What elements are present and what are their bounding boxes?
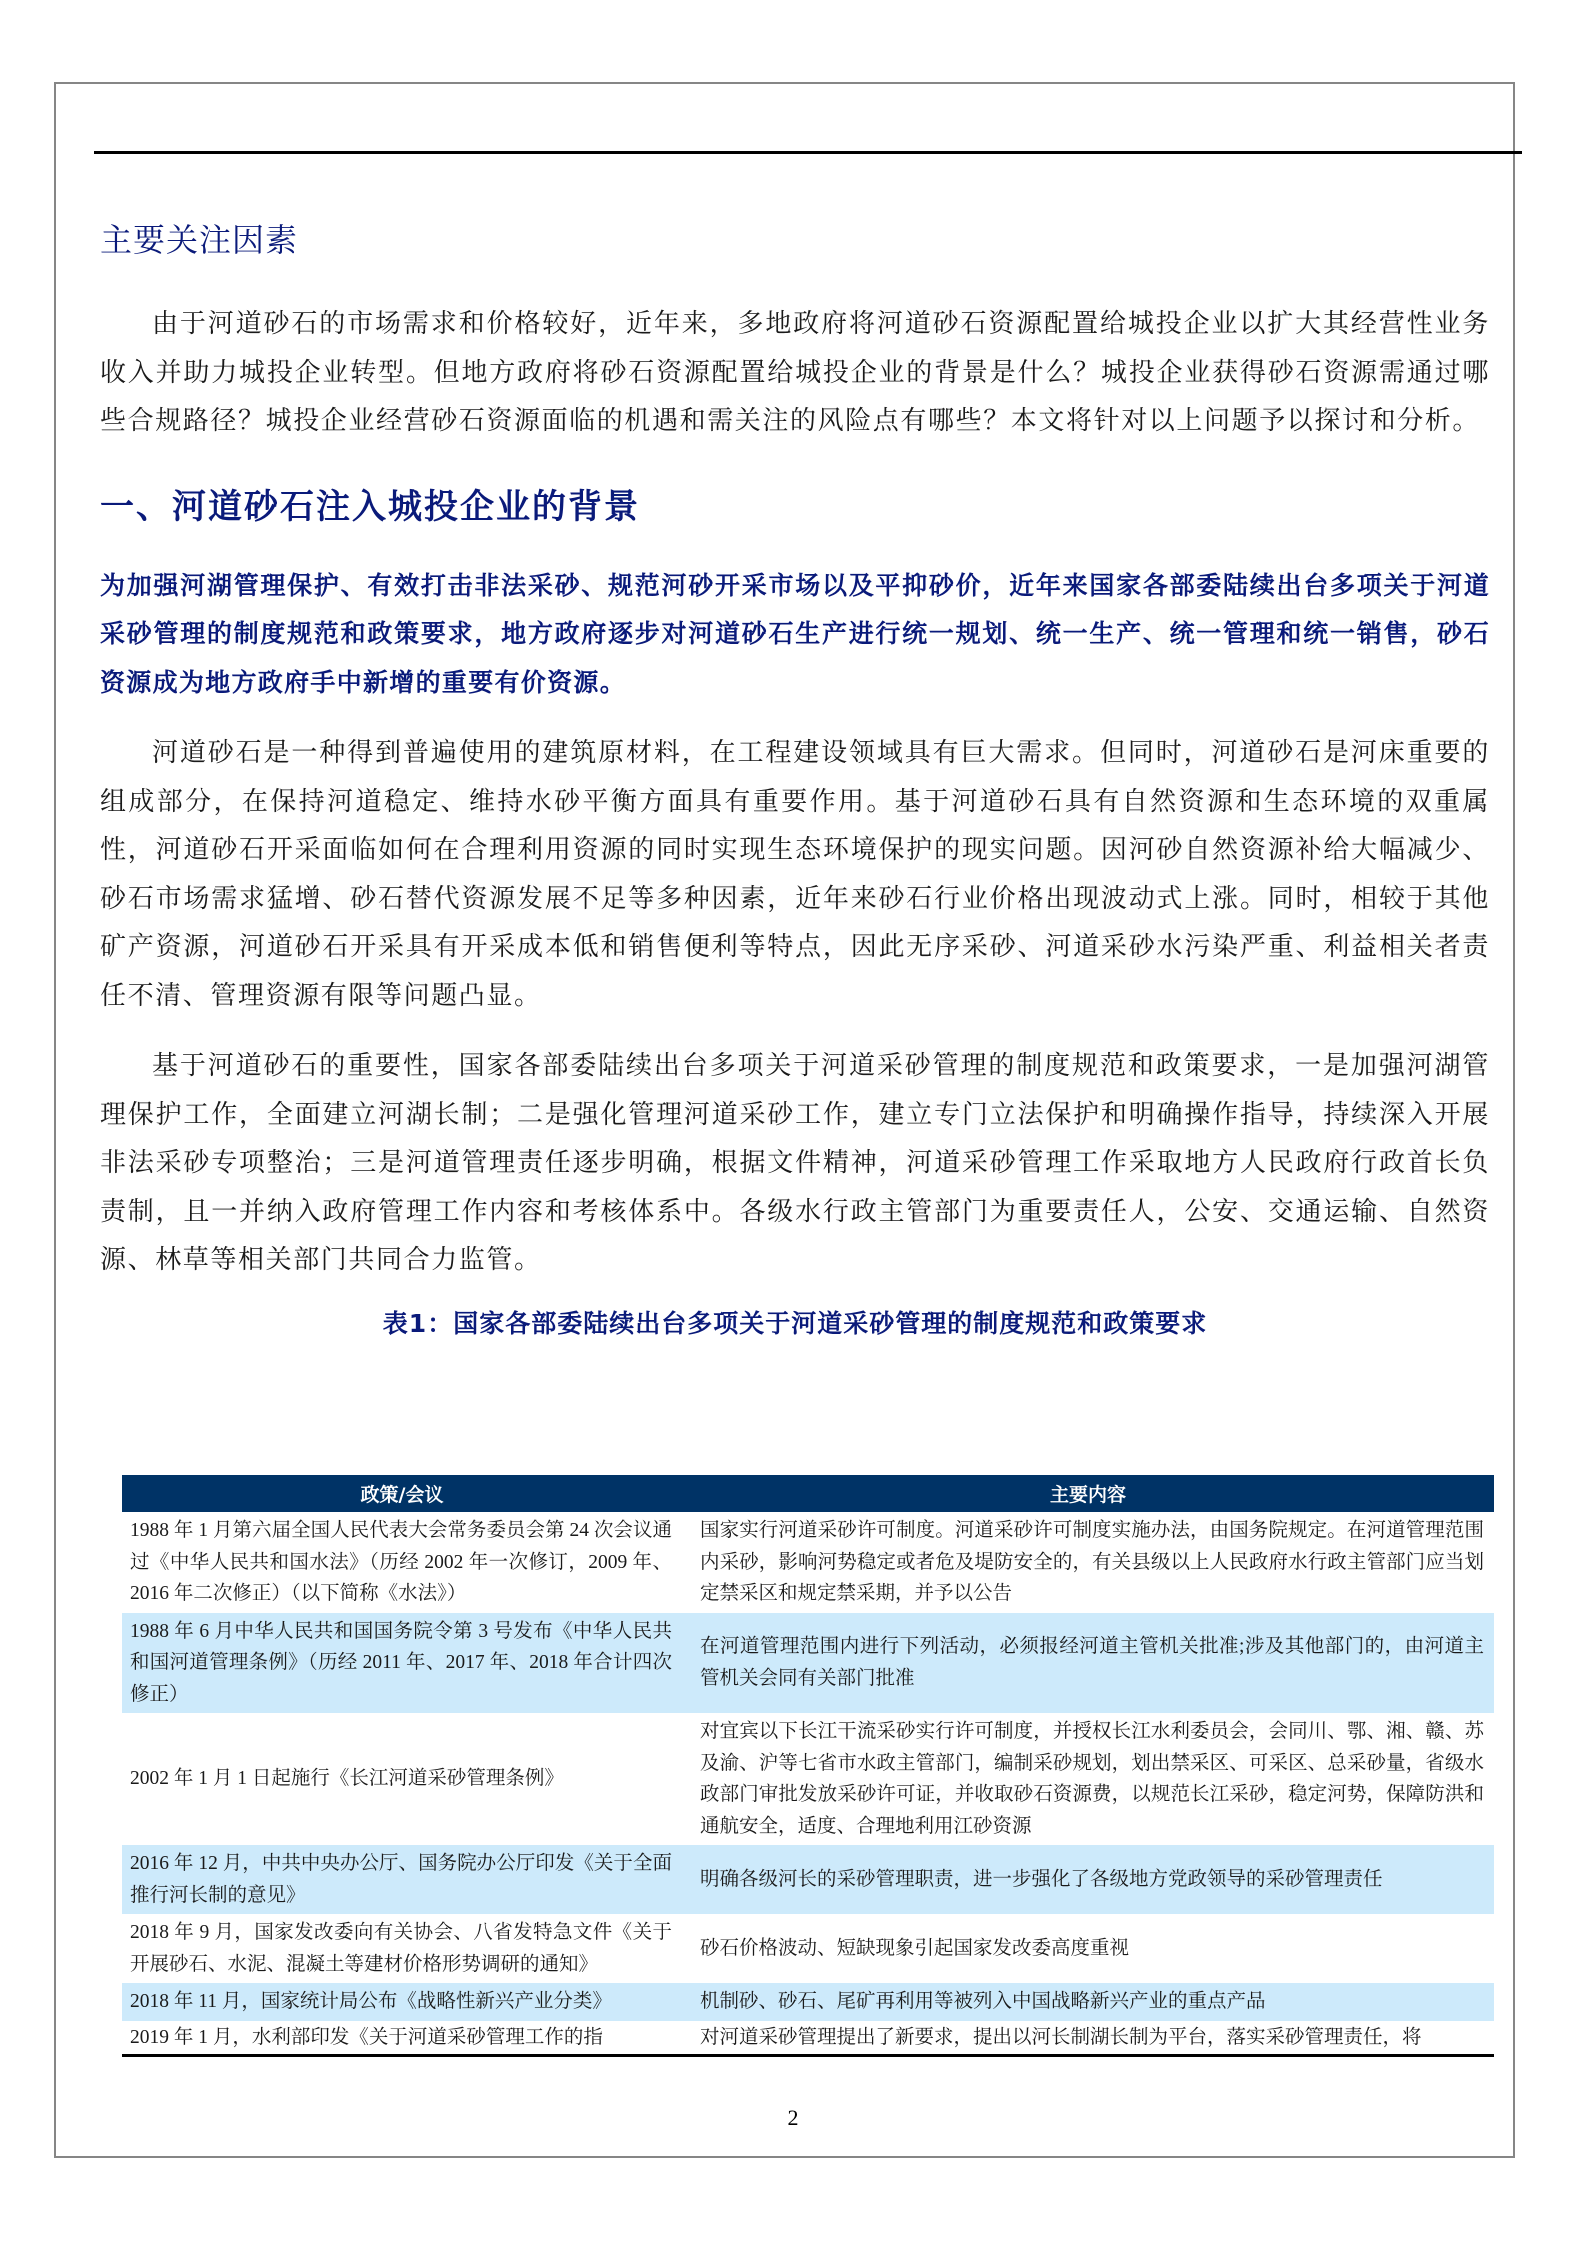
section-heading: 一、河道砂石注入城投企业的背景: [100, 486, 640, 527]
policy-cell: 2018 年 11 月，国家统计局公布《战略性新兴产业分类》: [122, 1983, 682, 2021]
key-point-paragraph: 为加强河湖管理保护、有效打击非法采砂、规范河砂开采市场以及平抑砂价，近年来国家各部委陆续出台多项关于河道采砂管理的制度规范和政策要求，地方政府逐步对河道砂石生产进行统一规划、统一生产、统一管理和统一销售，砂石资源成为地方政府手中新增的重要有价资源。: [100, 570, 1490, 697]
intro-paragraph: 由于河道砂石的市场需求和价格较好，近年来，多地政府将河道砂石资源配置给城投企业以扩大其经营性业务收入并助力城投企业转型。但地方政府将砂石资源配置给城投企业的背景是什么？城投企业获得砂石资源需通过哪些合规路径？城投企业经营砂石资源面临的机遇和需关注的风险点有哪些？本文将针对以上问题予以探讨和分析。: [100, 309, 1490, 436]
policy-cell: 2018 年 9 月，国家发改委向有关协会、八省发特急文件《关于开展砂石、水泥、混凝土等建材价格形势调研的通知》: [130, 1922, 672, 1975]
policy-cell: 2002 年 1 月 1 日起施行《长江河道采砂管理条例》: [130, 1768, 564, 1790]
table-row: [122, 1713, 1494, 1845]
policy-table: [122, 1475, 1494, 2057]
content-cell: 在河道管理范围内进行下列活动，必须报经河道主管机关批准;涉及其他部门的，由河道主管机关会同有关部门批准: [682, 1613, 1494, 1714]
policy-cell: 2019 年 1 月，水利部印发《关于河道采砂管理工作的指: [122, 2021, 682, 2056]
column-header-policy: 政策/会议: [122, 1475, 682, 1512]
policy-cell: 1988 年 6 月中华人民共和国国务院令第 3 号发布《中华人民共和国河道管理条例》（历经 2011 年、2017 年、2018 年合计四次修正）: [122, 1613, 682, 1714]
document-body: [100, 210, 1490, 1345]
content-cell: 砂石价格波动、短缺现象引起国家发改委高度重视: [700, 1937, 1130, 1959]
table-row: [122, 1845, 1494, 1914]
policy-cell: 2016 年 12 月，中共中央办公厅、国务院办公厅印发《关于全面推行河长制的意见》: [122, 1845, 682, 1914]
content-cell: 对河道采砂管理提出了新要求，提出以河长制湖长制为平台，落实采砂管理责任，将: [682, 2021, 1494, 2056]
table-header-row: [122, 1475, 1494, 1512]
header-rule: [94, 151, 1522, 154]
content-cell: 明确各级河长的采砂管理职责，进一步强化了各级地方党政领导的采砂管理责任: [682, 1845, 1494, 1914]
table-row: [122, 1914, 1494, 1983]
page-number: 2: [787, 2105, 799, 2130]
body-paragraph-2: 河道砂石是一种得到普遍使用的建筑原材料，在工程建设领域具有巨大需求。但同时，河道砂石是河床重要的组成部分，在保持河道稳定、维持水砂平衡方面具有重要作用。基于河道砂石具有自然资源和生态环境的双重属性，河道砂石开采面临如何在合理利用资源的同时实现生态环境保护的现实问题。因河砂自然资源补给大幅减少、砂石市场需求猛增、砂石替代资源发展不足等多种因素，近年来砂石行业价格出现波动式上涨。同时，相较于其他矿产资源，河道砂石开采具有开采成本低和销售便利等特点，因此无序采砂、河道采砂水污染严重、利益相关者责任不清、管理资源有限等问题凸显。: [100, 738, 1490, 1011]
table-row: [122, 2021, 1494, 2056]
focus-heading: 主要关注因素: [100, 221, 299, 259]
content-cell: 对宜宾以下长江干流采砂实行许可制度，并授权长江水利委员会，会同川、鄂、湘、赣、苏及渝、沪等七省市水政主管部门，编制采砂规划，划出禁采区、可采区、总采砂量，省级水政部门审批发放采砂许可证，并收取砂石资源费，以规范长江采砂，稳定河势，保障防洪和通航安全，适度、合理地利用江砂资源: [700, 1721, 1484, 1837]
table-row: [122, 1613, 1494, 1714]
body-paragraph-3: 基于河道砂石的重要性，国家各部委陆续出台多项关于河道采砂管理的制度规范和政策要求，一是加强河湖管理保护工作，全面建立河湖长制；二是强化管理河道采砂工作，建立专门立法保护和明确操作指导，持续深入开展非法采砂专项整治；三是河道管理责任逐步明确，根据文件精神，河道采砂管理工作采取地方人民政府行政首长负责制，且一并纳入政府管理工作内容和考核体系中。各级水行政主管部门为重要责任人，公安、交通运输、自然资源、林草等相关部门共同合力监管。: [100, 1051, 1490, 1275]
column-header-content: 主要内容: [682, 1475, 1494, 1512]
table-row: [122, 1512, 1494, 1613]
content-cell: 机制砂、砂石、尾矿再利用等被列入中国战略新兴产业的重点产品: [682, 1983, 1494, 2021]
table-row: [122, 1983, 1494, 2021]
policy-cell: 1988 年 1 月第六届全国人民代表大会常务委员会第 24 次会议通过《中华人民共和国水法》（历经 2002 年一次修订，2009 年、2016 年二次修正）（以下简称《水法》）: [130, 1520, 672, 1604]
table-title: 表1：国家各部委陆续出台多项关于河道采砂管理的制度规范和政策要求: [382, 1308, 1208, 1338]
content-cell: 国家实行河道采砂许可制度。河道采砂许可制度实施办法，由国务院规定。在河道管理范围内采砂，影响河势稳定或者危及堤防安全的，有关县级以上人民政府水行政主管部门应当划定禁采区和规定禁采期，并予以公告: [700, 1520, 1484, 1604]
